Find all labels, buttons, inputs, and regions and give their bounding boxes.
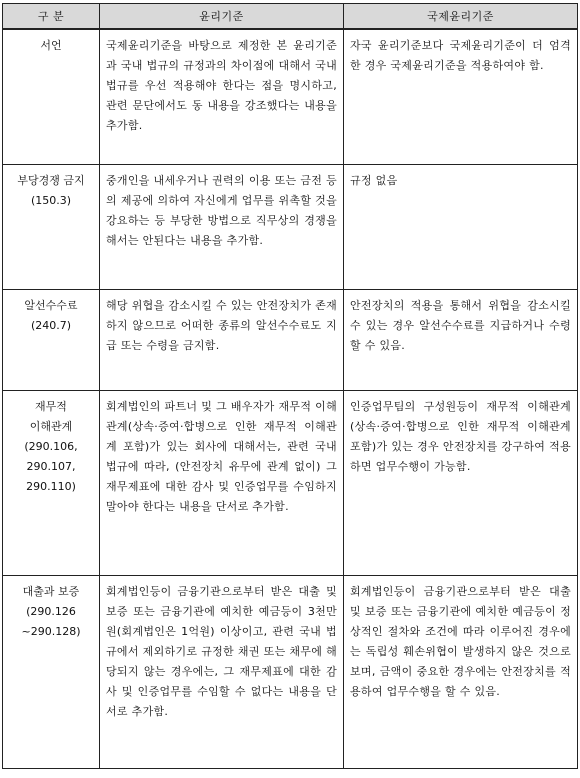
ethics-cell: 국제윤리기준을 바탕으로 제정한 본 윤리기준과 국내 법규의 규정과의 차이점에 대해서 국내 법규를 우선 적용해야 한다는 점을 명시하고, 관련 문단에서도 동 내용을 강조했다는 내용을 추가함.: [100, 29, 344, 164]
header-ethics-standard: 윤리기준: [100, 4, 344, 30]
international-cell: 회계법인등이 금융기관으로부터 받은 대출 및 보증 또는 금융기관에 예치한 예금등이 정상적인 절차와 조건에 따라 이루어진 경우에는 독립성 훼손위협이 발생하지 않은 것으로 보며, 금액이 중요한 경우에는 안전장치를 적용하여 업무수행을 할 수 있음.: [344, 575, 578, 768]
table-row: [3, 575, 578, 768]
row-label: 재무적 이해관계 (290.106, 290.107, 290.110): [3, 390, 100, 575]
header-international-standard: 국제윤리기준: [344, 4, 578, 30]
row-label: 대출과 보증 (290.126 ~290.128): [3, 575, 100, 768]
header-row: [3, 4, 578, 30]
ethics-cell: 해당 위협을 감소시킬 수 있는 안전장치가 존재하지 않으므로 어떠한 종류의 알선수수료도 지급 또는 수령을 금지함.: [100, 289, 344, 390]
table-row: [3, 390, 578, 575]
international-cell: 안전장치의 적용을 통해서 위협을 감소시킬 수 있는 경우 알선수수료를 지급하거나 수령할 수 있음.: [344, 289, 578, 390]
table-header: [3, 4, 578, 30]
row-label: 알선수수료 (240.7): [3, 289, 100, 390]
row-label: 서언: [3, 29, 100, 164]
comparison-table: [2, 3, 578, 769]
international-cell: 자국 윤리기준보다 국제윤리기준이 더 엄격한 경우 국제윤리기준을 적용하여야 함.: [344, 29, 578, 164]
table-row: [3, 164, 578, 289]
international-cell: 인증업무팀의 구성원등이 재무적 이해관계(상속·증여·합병으로 인한 재무적 이해관계 포함)가 있는 경우 안전장치를 강구하여 적용하면 업무수행이 가능함.: [344, 390, 578, 575]
table-body: [3, 29, 578, 768]
header-category: 구 분: [3, 4, 100, 30]
table-row: [3, 29, 578, 164]
ethics-cell: 회계법인등이 금융기관으로부터 받은 대출 및 보증 또는 금융기관에 예치한 예금등이 3천만원(회계법인은 1억원) 이상이고, 관련 국내 법규에서 제외하기로 규정한 채권 또는 채무에 해당되지 않는 경우에는, 그 재무제표에 대한 감사 및 인증업무를 수임할 수 없다는 내용을 단서로 추가함.: [100, 575, 344, 768]
ethics-cell: 중개인을 내세우거나 권력의 이용 또는 금전 등의 제공에 의하여 자신에게 업무를 위촉할 것을 강요하는 등 부당한 방법으로 직무상의 경쟁을 해서는 안된다는 내용을 추가함.: [100, 164, 344, 289]
international-cell: 규정 없음: [344, 164, 578, 289]
row-label: 부당경쟁 금지 (150.3): [3, 164, 100, 289]
table-row: [3, 289, 578, 390]
ethics-cell: 회계법인의 파트너 및 그 배우자가 재무적 이해관계(상속·증여·합병으로 인한 재무적 이해관계 포함)가 있는 회사에 대해서는, 관련 국내 법규에 따라, (안전장치 유무에 관계 없이) 그 재무제표에 대한 감사 및 인증업무를 수임하지 말아야 한다는 내용을 단서로 추가함.: [100, 390, 344, 575]
